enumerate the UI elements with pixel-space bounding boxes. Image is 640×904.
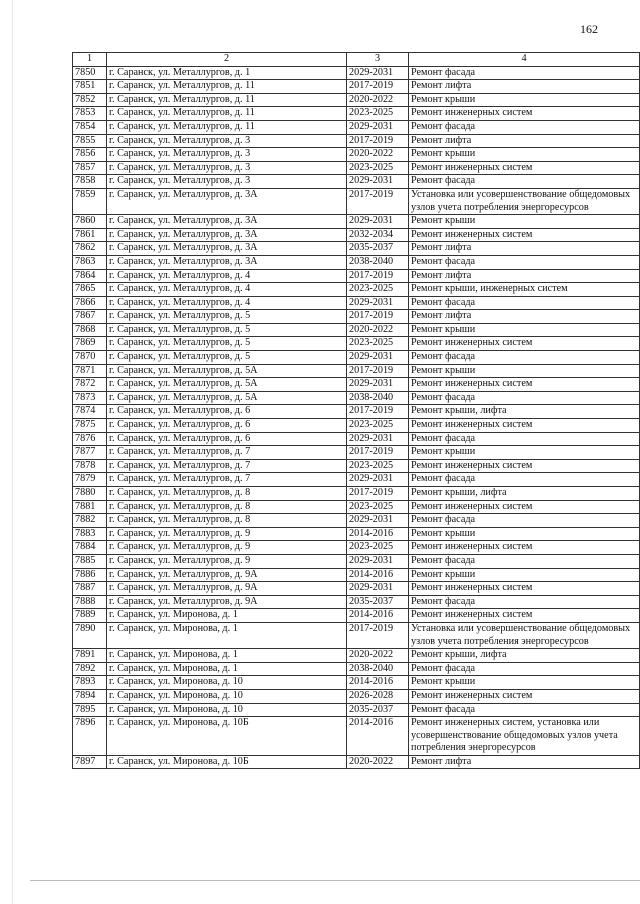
- work-type-cell: Ремонт фасада: [409, 66, 640, 80]
- row-number-cell: 7875: [73, 419, 107, 433]
- row-number-cell: 7862: [73, 242, 107, 256]
- address-cell: г. Саранск, ул. Миронова, д. 1: [107, 609, 347, 623]
- row-number-cell: 7851: [73, 80, 107, 94]
- row-number-cell: 7883: [73, 527, 107, 541]
- address-cell: г. Саранск, ул. Металлургов, д. 5А: [107, 391, 347, 405]
- table-row: [73, 378, 640, 392]
- table-row: [73, 595, 640, 609]
- row-number-cell: 7854: [73, 120, 107, 134]
- address-cell: г. Саранск, ул. Металлургов, д. 6: [107, 419, 347, 433]
- work-type-cell: Ремонт крыши: [409, 215, 640, 229]
- work-type-cell: Ремонт крыши: [409, 364, 640, 378]
- years-cell: 2029-2031: [347, 554, 409, 568]
- work-type-cell: Ремонт крыши: [409, 527, 640, 541]
- years-cell: 2014-2016: [347, 568, 409, 582]
- work-type-cell: Ремонт инженерных систем: [409, 228, 640, 242]
- address-cell: г. Саранск, ул. Металлургов, д. 11: [107, 80, 347, 94]
- column-header-years: 3: [347, 53, 409, 67]
- address-cell: г. Саранск, ул. Металлургов, д. 7: [107, 446, 347, 460]
- table-row: [73, 255, 640, 269]
- work-type-cell: Ремонт фасада: [409, 514, 640, 528]
- work-type-cell: Ремонт крыши: [409, 323, 640, 337]
- table-row: [73, 554, 640, 568]
- scan-bottom-line: [30, 880, 640, 881]
- row-number-cell: 7874: [73, 405, 107, 419]
- row-number-cell: 7873: [73, 391, 107, 405]
- address-cell: г. Саранск, ул. Металлургов, д. 6: [107, 405, 347, 419]
- address-cell: г. Саранск, ул. Металлургов, д. 9А: [107, 595, 347, 609]
- years-cell: 2020-2022: [347, 323, 409, 337]
- years-cell: 2020-2022: [347, 755, 409, 769]
- table-row: [73, 80, 640, 94]
- work-type-cell: Ремонт инженерных систем: [409, 582, 640, 596]
- row-number-cell: 7897: [73, 755, 107, 769]
- table-row: [73, 755, 640, 769]
- work-type-cell: Ремонт фасада: [409, 595, 640, 609]
- work-type-cell: Ремонт инженерных систем: [409, 541, 640, 555]
- years-cell: 2029-2031: [347, 432, 409, 446]
- years-cell: 2017-2019: [347, 310, 409, 324]
- years-cell: 2029-2031: [347, 66, 409, 80]
- row-number-cell: 7863: [73, 255, 107, 269]
- row-number-cell: 7887: [73, 582, 107, 596]
- years-cell: 2017-2019: [347, 364, 409, 378]
- work-type-cell: Ремонт крыши, лифта: [409, 649, 640, 663]
- row-number-cell: 7890: [73, 622, 107, 648]
- table-row: [73, 717, 640, 756]
- address-cell: г. Саранск, ул. Металлургов, д. 7: [107, 459, 347, 473]
- work-type-cell: Ремонт фасада: [409, 432, 640, 446]
- row-number-cell: 7884: [73, 541, 107, 555]
- address-cell: г. Саранск, ул. Металлургов, д. 8: [107, 500, 347, 514]
- address-cell: г. Саранск, ул. Металлургов, д. 9: [107, 541, 347, 555]
- table-row: [73, 283, 640, 297]
- address-cell: г. Саранск, ул. Металлургов, д. 4: [107, 269, 347, 283]
- header-row: [73, 53, 640, 67]
- row-number-cell: 7888: [73, 595, 107, 609]
- row-number-cell: 7868: [73, 323, 107, 337]
- row-number-cell: 7858: [73, 175, 107, 189]
- row-number-cell: 7892: [73, 662, 107, 676]
- years-cell: 2035-2037: [347, 703, 409, 717]
- years-cell: 2038-2040: [347, 391, 409, 405]
- table-row: [73, 703, 640, 717]
- years-cell: 2017-2019: [347, 188, 409, 214]
- address-cell: г. Саранск, ул. Металлургов, д. 3А: [107, 255, 347, 269]
- work-type-cell: Ремонт инженерных систем: [409, 378, 640, 392]
- row-number-cell: 7853: [73, 107, 107, 121]
- years-cell: 2020-2022: [347, 148, 409, 162]
- work-type-cell: Ремонт крыши: [409, 148, 640, 162]
- row-number-cell: 7864: [73, 269, 107, 283]
- row-number-cell: 7879: [73, 473, 107, 487]
- table-row: [73, 446, 640, 460]
- years-cell: 2014-2016: [347, 527, 409, 541]
- column-header-address: 2: [107, 53, 347, 67]
- address-cell: г. Саранск, ул. Миронова, д. 1: [107, 662, 347, 676]
- address-cell: г. Саранск, ул. Металлургов, д. 5А: [107, 378, 347, 392]
- work-type-cell: Ремонт крыши, лифта: [409, 405, 640, 419]
- work-type-cell: Ремонт инженерных систем, установка или усовершенствование общедомовых узлов учета потребления энергоресурсов: [409, 717, 640, 756]
- years-cell: 2023-2025: [347, 161, 409, 175]
- address-cell: г. Саранск, ул. Металлургов, д. 4: [107, 296, 347, 310]
- table-row: [73, 351, 640, 365]
- work-type-cell: Ремонт инженерных систем: [409, 459, 640, 473]
- table-row: [73, 364, 640, 378]
- years-cell: 2029-2031: [347, 120, 409, 134]
- address-cell: г. Саранск, ул. Металлургов, д. 11: [107, 107, 347, 121]
- years-cell: 2017-2019: [347, 405, 409, 419]
- work-type-cell: Ремонт фасада: [409, 255, 640, 269]
- years-cell: 2023-2025: [347, 541, 409, 555]
- table-row: [73, 323, 640, 337]
- work-type-cell: Ремонт инженерных систем: [409, 609, 640, 623]
- table-row: [73, 228, 640, 242]
- years-cell: 2014-2016: [347, 609, 409, 623]
- table-row: [73, 473, 640, 487]
- years-cell: 2029-2031: [347, 215, 409, 229]
- table-row: [73, 188, 640, 214]
- address-cell: г. Саранск, ул. Металлургов, д. 5А: [107, 364, 347, 378]
- years-cell: 2023-2025: [347, 500, 409, 514]
- years-cell: 2014-2016: [347, 676, 409, 690]
- work-type-cell: Ремонт фасада: [409, 120, 640, 134]
- address-cell: г. Саранск, ул. Металлургов, д. 8: [107, 514, 347, 528]
- years-cell: 2023-2025: [347, 419, 409, 433]
- years-cell: 2020-2022: [347, 93, 409, 107]
- address-cell: г. Саранск, ул. Металлургов, д. 3: [107, 161, 347, 175]
- address-cell: г. Саранск, ул. Металлургов, д. 3: [107, 134, 347, 148]
- address-cell: г. Саранск, ул. Металлургов, д. 7: [107, 473, 347, 487]
- years-cell: 2026-2028: [347, 689, 409, 703]
- table-row: [73, 487, 640, 501]
- row-number-cell: 7859: [73, 188, 107, 214]
- address-cell: г. Саранск, ул. Металлургов, д. 3А: [107, 228, 347, 242]
- work-type-cell: Ремонт лифта: [409, 242, 640, 256]
- work-type-cell: Ремонт крыши: [409, 676, 640, 690]
- table-row: [73, 148, 640, 162]
- years-cell: 2029-2031: [347, 351, 409, 365]
- work-type-cell: Ремонт лифта: [409, 755, 640, 769]
- years-cell: 2023-2025: [347, 283, 409, 297]
- address-cell: г. Саранск, ул. Металлургов, д. 5: [107, 323, 347, 337]
- work-type-cell: Ремонт фасада: [409, 296, 640, 310]
- address-cell: г. Саранск, ул. Металлургов, д. 9: [107, 554, 347, 568]
- work-type-cell: Ремонт инженерных систем: [409, 419, 640, 433]
- address-cell: г. Саранск, ул. Металлургов, д. 5: [107, 351, 347, 365]
- address-cell: г. Саранск, ул. Миронова, д. 10: [107, 676, 347, 690]
- row-number-cell: 7869: [73, 337, 107, 351]
- work-type-cell: Ремонт лифта: [409, 134, 640, 148]
- years-cell: 2035-2037: [347, 242, 409, 256]
- work-type-cell: Ремонт лифта: [409, 310, 640, 324]
- table-row: [73, 310, 640, 324]
- address-cell: г. Саранск, ул. Металлургов, д. 9: [107, 527, 347, 541]
- years-cell: 2029-2031: [347, 378, 409, 392]
- table-row: [73, 405, 640, 419]
- work-type-cell: Ремонт крыши: [409, 446, 640, 460]
- work-type-cell: Ремонт инженерных систем: [409, 689, 640, 703]
- table-row: [73, 514, 640, 528]
- row-number-cell: 7880: [73, 487, 107, 501]
- table-row: [73, 66, 640, 80]
- row-number-cell: 7882: [73, 514, 107, 528]
- row-number-cell: 7850: [73, 66, 107, 80]
- table-row: [73, 296, 640, 310]
- years-cell: 2017-2019: [347, 269, 409, 283]
- row-number-cell: 7881: [73, 500, 107, 514]
- address-cell: г. Саранск, ул. Металлургов, д. 9А: [107, 582, 347, 596]
- row-number-cell: 7857: [73, 161, 107, 175]
- row-number-cell: 7871: [73, 364, 107, 378]
- page-number: 162: [580, 22, 598, 36]
- table-row: [73, 175, 640, 189]
- table-row: [73, 120, 640, 134]
- row-number-cell: 7885: [73, 554, 107, 568]
- years-cell: 2020-2022: [347, 649, 409, 663]
- row-number-cell: 7886: [73, 568, 107, 582]
- years-cell: 2017-2019: [347, 487, 409, 501]
- table-row: [73, 432, 640, 446]
- address-cell: г. Саранск, ул. Миронова, д. 10: [107, 703, 347, 717]
- table-row: [73, 662, 640, 676]
- address-cell: г. Саранск, ул. Металлургов, д. 4: [107, 283, 347, 297]
- row-number-cell: 7852: [73, 93, 107, 107]
- table-row: [73, 568, 640, 582]
- row-number-cell: 7889: [73, 609, 107, 623]
- work-type-cell: Ремонт лифта: [409, 80, 640, 94]
- row-number-cell: 7894: [73, 689, 107, 703]
- address-cell: г. Саранск, ул. Металлургов, д. 11: [107, 93, 347, 107]
- years-cell: 2017-2019: [347, 134, 409, 148]
- table-row: [73, 161, 640, 175]
- table-row: [73, 676, 640, 690]
- work-type-cell: Ремонт фасада: [409, 662, 640, 676]
- address-cell: г. Саранск, ул. Металлургов, д. 3А: [107, 215, 347, 229]
- address-cell: г. Саранск, ул. Металлургов, д. 3А: [107, 242, 347, 256]
- column-header-work: 4: [409, 53, 640, 67]
- table-row: [73, 269, 640, 283]
- work-type-cell: Ремонт инженерных систем: [409, 500, 640, 514]
- years-cell: 2038-2040: [347, 662, 409, 676]
- work-type-cell: Ремонт крыши: [409, 93, 640, 107]
- work-type-cell: Ремонт фасада: [409, 473, 640, 487]
- table-row: [73, 242, 640, 256]
- years-cell: 2023-2025: [347, 459, 409, 473]
- work-type-cell: Ремонт крыши, лифта: [409, 487, 640, 501]
- table-row: [73, 689, 640, 703]
- work-type-cell: Ремонт фасада: [409, 554, 640, 568]
- table-row: [73, 622, 640, 648]
- row-number-cell: 7865: [73, 283, 107, 297]
- row-number-cell: 7866: [73, 296, 107, 310]
- address-cell: г. Саранск, ул. Миронова, д. 1: [107, 622, 347, 648]
- work-type-cell: Установка или усовершенствование общедомовых узлов учета потребления энергоресурсов: [409, 188, 640, 214]
- years-cell: 2029-2031: [347, 473, 409, 487]
- row-number-cell: 7876: [73, 432, 107, 446]
- work-type-cell: Ремонт крыши, инженерных систем: [409, 283, 640, 297]
- row-number-cell: 7891: [73, 649, 107, 663]
- years-cell: 2038-2040: [347, 255, 409, 269]
- work-type-cell: Установка или усовершенствование общедомовых узлов учета потребления энергоресурсов: [409, 622, 640, 648]
- address-cell: г. Саранск, ул. Металлургов, д. 3А: [107, 188, 347, 214]
- row-number-cell: 7867: [73, 310, 107, 324]
- table-row: [73, 500, 640, 514]
- work-type-cell: Ремонт фасада: [409, 175, 640, 189]
- address-cell: г. Саранск, ул. Металлургов, д. 9А: [107, 568, 347, 582]
- row-number-cell: 7855: [73, 134, 107, 148]
- years-cell: 2029-2031: [347, 296, 409, 310]
- years-cell: 2029-2031: [347, 582, 409, 596]
- work-type-cell: Ремонт крыши: [409, 568, 640, 582]
- scan-margin-line: [12, 0, 13, 904]
- table-row: [73, 582, 640, 596]
- years-cell: 2029-2031: [347, 514, 409, 528]
- row-number-cell: 7878: [73, 459, 107, 473]
- address-cell: г. Саранск, ул. Металлургов, д. 5: [107, 337, 347, 351]
- address-cell: г. Саранск, ул. Металлургов, д. 3: [107, 148, 347, 162]
- years-cell: 2017-2019: [347, 622, 409, 648]
- row-number-cell: 7856: [73, 148, 107, 162]
- work-type-cell: Ремонт инженерных систем: [409, 337, 640, 351]
- table-row: [73, 337, 640, 351]
- years-cell: 2032-2034: [347, 228, 409, 242]
- table-row: [73, 527, 640, 541]
- address-cell: г. Саранск, ул. Миронова, д. 10Б: [107, 755, 347, 769]
- table-row: [73, 391, 640, 405]
- years-cell: 2023-2025: [347, 337, 409, 351]
- work-type-cell: Ремонт инженерных систем: [409, 107, 640, 121]
- address-cell: г. Саранск, ул. Металлургов, д. 3: [107, 175, 347, 189]
- address-cell: г. Саранск, ул. Миронова, д. 1: [107, 649, 347, 663]
- work-type-cell: Ремонт инженерных систем: [409, 161, 640, 175]
- table-row: [73, 541, 640, 555]
- years-cell: 2014-2016: [347, 717, 409, 756]
- work-type-cell: Ремонт фасада: [409, 703, 640, 717]
- address-cell: г. Саранск, ул. Металлургов, д. 1: [107, 66, 347, 80]
- address-cell: г. Саранск, ул. Металлургов, д. 8: [107, 487, 347, 501]
- column-header-number: 1: [73, 53, 107, 67]
- table-row: [73, 107, 640, 121]
- table-row: [73, 215, 640, 229]
- address-cell: г. Саранск, ул. Миронова, д. 10Б: [107, 717, 347, 756]
- row-number-cell: 7860: [73, 215, 107, 229]
- table-row: [73, 93, 640, 107]
- address-cell: г. Саранск, ул. Металлургов, д. 11: [107, 120, 347, 134]
- row-number-cell: 7870: [73, 351, 107, 365]
- years-cell: 2035-2037: [347, 595, 409, 609]
- table-row: [73, 459, 640, 473]
- repair-schedule-table: [72, 52, 640, 769]
- work-type-cell: Ремонт фасада: [409, 391, 640, 405]
- years-cell: 2023-2025: [347, 107, 409, 121]
- row-number-cell: 7893: [73, 676, 107, 690]
- row-number-cell: 7877: [73, 446, 107, 460]
- years-cell: 2017-2019: [347, 80, 409, 94]
- row-number-cell: 7872: [73, 378, 107, 392]
- work-type-cell: Ремонт лифта: [409, 269, 640, 283]
- table-row: [73, 134, 640, 148]
- years-cell: 2029-2031: [347, 175, 409, 189]
- work-type-cell: Ремонт фасада: [409, 351, 640, 365]
- address-cell: г. Саранск, ул. Миронова, д. 10: [107, 689, 347, 703]
- years-cell: 2017-2019: [347, 446, 409, 460]
- row-number-cell: 7861: [73, 228, 107, 242]
- address-cell: г. Саранск, ул. Металлургов, д. 5: [107, 310, 347, 324]
- row-number-cell: 7895: [73, 703, 107, 717]
- address-cell: г. Саранск, ул. Металлургов, д. 6: [107, 432, 347, 446]
- table-row: [73, 419, 640, 433]
- row-number-cell: 7896: [73, 717, 107, 756]
- table-row: [73, 649, 640, 663]
- table-row: [73, 609, 640, 623]
